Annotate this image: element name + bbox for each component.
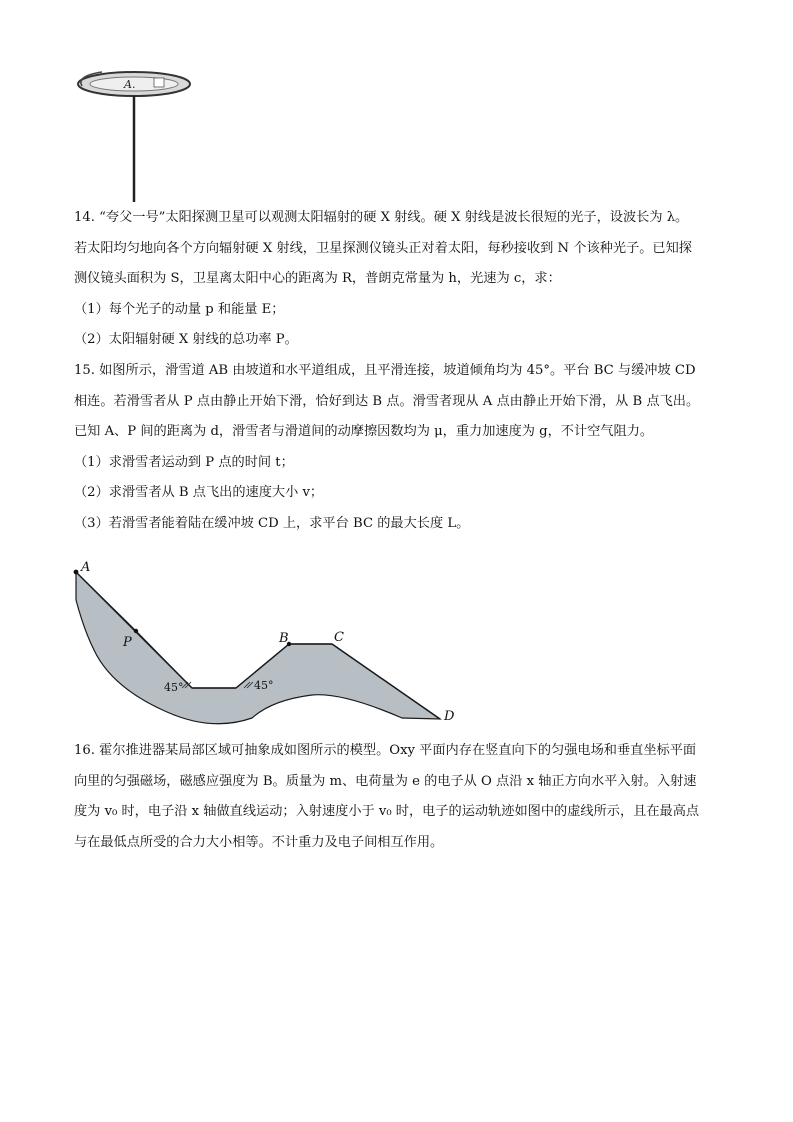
q14-line-1: 14. “夸父一号”太阳探测卫星可以观测太阳辐射的硬 X 射线。硬 X 射线是波长很短的光子，设波长为 λ。 (74, 210, 689, 225)
question-14 (74, 208, 722, 545)
label-C: C (334, 630, 344, 645)
question-16 (74, 741, 722, 863)
label-P: P (123, 635, 132, 650)
q16-line-1: 16. 霍尔推进器某局部区域可抽象成如图所示的模型。Oxy 平面内存在竖直向下的匀强电场和垂直坐标平面 (74, 743, 697, 758)
disk-on-rod-figure (72, 66, 202, 204)
q14-line-2: 若太阳均匀地向各个方向辐射硬 X 射线，卫星探测仪镜头正对着太阳，每秒接收到 N 个该种光子。已知探 (74, 240, 692, 256)
ski-slope-figure (72, 560, 464, 728)
angle-label-right: 45° (254, 679, 274, 692)
label-B: B (279, 631, 289, 646)
q15-line-3: 已知 A、P 间的距离为 d，滑雪者与滑道间的动摩擦因数均为 μ，重力加速度为 g，不计空气阻力。 (74, 424, 654, 440)
q16-line-3: 度为 v₀ 时，电子沿 x 轴做直线运动；入射速度小于 v₀ 时，电子的运动轨迹如图中的虚线所示，且在最高点 (74, 804, 700, 820)
q14-subquestion-1: （1）每个光子的动量 p 和能量 E； (74, 301, 285, 317)
q15-subquestion-2: （2）求滑雪者从 B 点飞出的速度大小 v； (74, 485, 324, 501)
q15-line-1: 15. 如图所示，滑雪道 AB 由坡道和水平道组成，且平滑连接，坡道倾角均为 45°。平台 BC 与缓冲坡 CD (74, 362, 696, 378)
q15-subquestion-3: （3）若滑雪者能着陆在缓冲坡 CD 上，求平台 BC 的最大长度 L。 (74, 515, 470, 531)
disk-label: A. (124, 78, 136, 91)
q16-line-4: 与在最低点所受的合力大小相等。不计重力及电子间相互作用。 (74, 834, 444, 850)
q14-subquestion-2: （2）太阳辐射硬 X 射线的总功率 P。 (74, 332, 298, 348)
angle-label-left: 45° (164, 681, 184, 694)
q15-subquestion-1: （1）求滑雪者运动到 P 点的时间 t； (74, 454, 294, 470)
q14-line-3: 测仪镜头面积为 S，卫星离太阳中心的距离为 R，普朗克常量为 h，光速为 c，求： (74, 271, 561, 287)
label-D: D (444, 709, 455, 724)
label-A: A (81, 560, 91, 575)
q16-line-2: 向里的匀强磁场，磁感应强度为 B。质量为 m、电荷量为 e 的电子从 O 点沿 x 轴正方向水平入射。入射速 (74, 773, 697, 789)
q15-line-2: 相连。若滑雪者从 P 点由静止开始下滑，恰好到达 B 点。滑雪者现从 A 点由静止开始下滑，从 B 点飞出。 (74, 393, 700, 409)
